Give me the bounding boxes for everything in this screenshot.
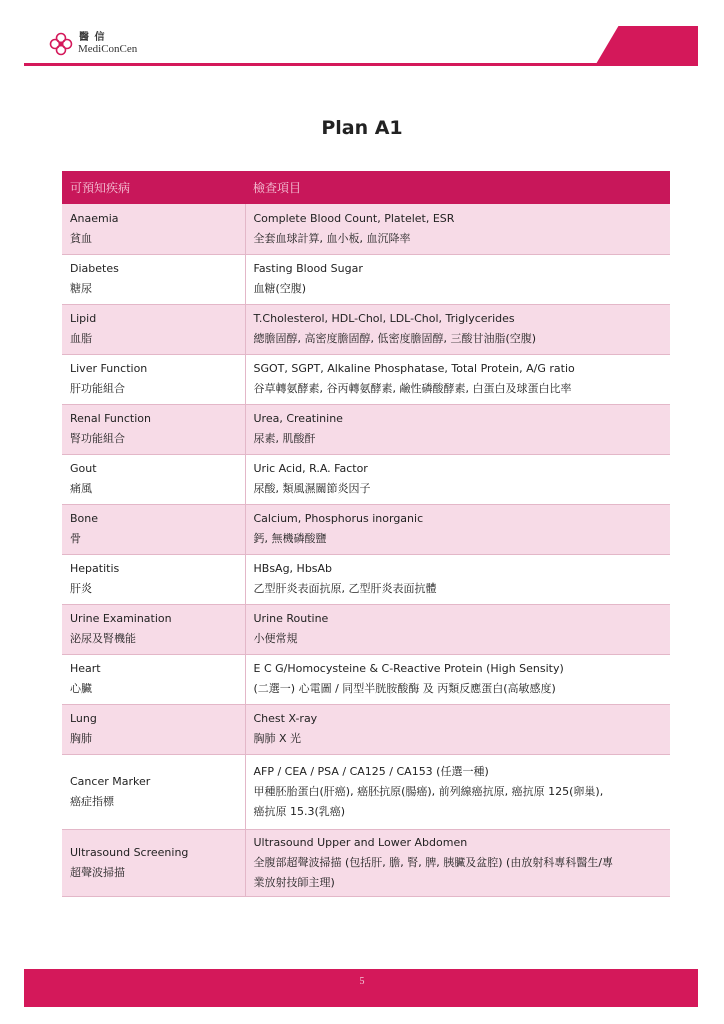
page-title: Plan A1 xyxy=(321,117,403,139)
header-accent xyxy=(596,26,698,64)
table-row xyxy=(62,454,670,504)
items-cell xyxy=(245,829,670,896)
table-row xyxy=(62,754,670,829)
plan-table xyxy=(62,171,670,897)
items-cell xyxy=(245,704,670,754)
items-cell xyxy=(245,254,670,304)
item-line-en: Fasting Blood Sugar xyxy=(253,262,363,275)
item-line-cn: 乙型肝炎表面抗原, 乙型肝炎表面抗體 xyxy=(253,582,437,595)
item-line-en: Chest X-ray xyxy=(253,712,318,725)
header-disease: 可預知疾病 xyxy=(62,171,245,204)
items-cell xyxy=(245,654,670,704)
item-line-cn: 全腹部超聲波掃描 (包括肝, 膽, 腎, 脾, 胰臟及盆腔) (由放射科專科醫生/專 xyxy=(253,855,614,869)
disease-name-en: Anaemia xyxy=(70,211,119,225)
items-cell xyxy=(245,604,670,654)
disease-name-cn: 骨 xyxy=(70,532,81,545)
disease-name-en: Lung xyxy=(70,712,97,725)
table-row xyxy=(62,829,670,896)
disease-name-en: Bone xyxy=(70,512,99,525)
item-line-cn: 小便常規 xyxy=(253,632,298,645)
table-row xyxy=(62,354,670,404)
item-line-en: SGOT, SGPT, Alkaline Phosphatase, Total Protein, A/G ratio xyxy=(253,362,575,375)
disease-cell xyxy=(62,829,245,896)
disease-name-cn: 癌症指標 xyxy=(70,794,114,808)
table-row xyxy=(62,304,670,354)
disease-cell xyxy=(62,704,245,754)
items-cell xyxy=(245,454,670,504)
disease-name-en: Urine Examination xyxy=(70,612,172,625)
disease-name-cn: 肝功能組合 xyxy=(70,382,125,395)
disease-name-cn: 胸肺 xyxy=(70,732,92,745)
item-line-cn: (二選一) 心電圖 / 同型半胱胺酸酶 及 丙類反應蛋白(高敏感度) xyxy=(253,682,556,695)
disease-cell xyxy=(62,304,245,354)
logo-english-text: MediConCen xyxy=(78,43,138,55)
disease-cell xyxy=(62,554,245,604)
item-line-cn: 總膽固醇, 高密度膽固醇, 低密度膽固醇, 三酸甘油脂(空腹) xyxy=(253,332,537,345)
disease-cell xyxy=(62,204,245,254)
table-header-row xyxy=(62,171,670,204)
disease-name-cn: 痛風 xyxy=(70,482,92,495)
disease-name-cn: 腎功能組合 xyxy=(70,432,125,445)
header-rule xyxy=(24,63,698,66)
disease-cell xyxy=(62,354,245,404)
item-line-cn: 甲種胚胎蛋白(肝癌), 癌胚抗原(腸癌), 前列線癌抗原, 癌抗原 125(卵巢), xyxy=(253,784,604,798)
table-row xyxy=(62,604,670,654)
item-line-en: AFP / CEA / PSA / CA125 / CA153 (任選一種) xyxy=(253,764,489,778)
table-row xyxy=(62,554,670,604)
page-number: 5 xyxy=(359,976,365,987)
disease-name-en: Cancer Marker xyxy=(70,774,151,788)
disease-name-cn: 心臟 xyxy=(70,682,92,695)
header-items: 檢查項目 xyxy=(245,171,670,204)
item-line-en: Calcium, Phosphorus inorganic xyxy=(253,512,424,525)
disease-name-cn: 糖尿 xyxy=(70,282,92,295)
disease-name-cn: 血脂 xyxy=(70,332,92,345)
disease-cell xyxy=(62,604,245,654)
disease-cell xyxy=(62,504,245,554)
table-body xyxy=(62,204,670,896)
disease-name-en: Renal Function xyxy=(70,412,151,425)
item-line-en: E C G/Homocysteine & C-Reactive Protein (High Sensity) xyxy=(253,662,564,675)
item-line-cn: 尿酸, 類風濕關節炎因子 xyxy=(253,482,371,495)
disease-name-en: Ultrasound Screening xyxy=(70,845,189,859)
item-line-cn: 尿素, 肌酸酐 xyxy=(253,432,316,445)
items-cell xyxy=(245,404,670,454)
disease-name-en: Heart xyxy=(70,662,101,675)
items-cell xyxy=(245,354,670,404)
table-row xyxy=(62,504,670,554)
item-line-en: Ultrasound Upper and Lower Abdomen xyxy=(253,835,468,849)
table-row xyxy=(62,404,670,454)
disease-name-cn: 貧血 xyxy=(70,231,92,245)
item-line-en: T.Cholesterol, HDL-Chol, LDL-Chol, Triglycerides xyxy=(253,312,515,325)
footer-band xyxy=(24,969,698,1007)
item-line-en: Urea, Creatinine xyxy=(253,412,343,425)
disease-cell xyxy=(62,454,245,504)
disease-name-en: Gout xyxy=(70,462,97,475)
item-line-cn: 鈣, 無機磷酸鹽 xyxy=(253,532,327,545)
items-cell xyxy=(245,504,670,554)
item-line-cn: 業放射技師主理) xyxy=(253,875,335,889)
table-row xyxy=(62,204,670,254)
item-line-en: Complete Blood Count, Platelet, ESR xyxy=(253,211,455,225)
table-row xyxy=(62,704,670,754)
item-line-en: HBsAg, HbsAb xyxy=(253,562,333,575)
item-line-en: Uric Acid, R.A. Factor xyxy=(253,462,368,475)
disease-name-en: Lipid xyxy=(70,312,97,325)
logo xyxy=(48,31,137,57)
items-cell xyxy=(245,754,670,829)
disease-name-cn: 泌尿及腎機能 xyxy=(70,632,136,645)
items-cell xyxy=(245,304,670,354)
disease-name-en: Liver Function xyxy=(70,362,148,375)
disease-name-cn: 肝炎 xyxy=(70,582,92,595)
item-line-cn: 癌抗原 15.3(乳癌) xyxy=(253,804,346,818)
disease-name-cn: 超聲波掃描 xyxy=(70,865,125,879)
disease-name-en: Hepatitis xyxy=(70,562,120,575)
disease-cell xyxy=(62,754,245,829)
item-line-cn: 谷草轉氨酵素, 谷丙轉氨酵素, 鹼性磷酸酵素, 白蛋白及球蛋白比率 xyxy=(253,382,572,395)
item-line-en: Urine Routine xyxy=(253,612,329,625)
items-cell xyxy=(245,204,670,254)
disease-cell xyxy=(62,404,245,454)
items-cell xyxy=(245,554,670,604)
logo-chinese-text: 醫 信 xyxy=(79,32,106,43)
item-line-cn: 血糖(空腹) xyxy=(253,282,307,295)
item-line-cn: 胸肺 X 光 xyxy=(253,732,302,745)
disease-cell xyxy=(62,254,245,304)
item-line-cn: 全套血球計算, 血小板, 血沉降率 xyxy=(253,231,411,245)
disease-cell xyxy=(62,654,245,704)
table-row xyxy=(62,254,670,304)
disease-name-en: Diabetes xyxy=(70,262,119,275)
table-row xyxy=(62,654,670,704)
logo-flower-icon xyxy=(48,31,74,57)
